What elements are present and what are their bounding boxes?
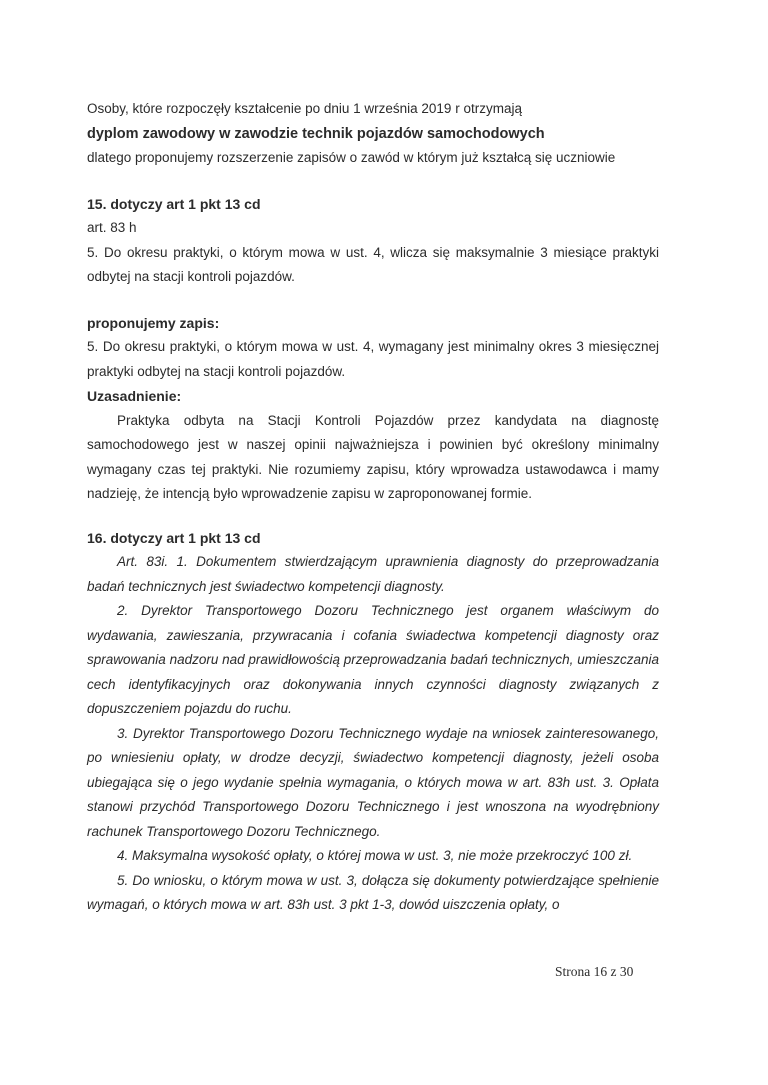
proposal-heading: proponujemy zapis: <box>87 314 220 331</box>
article-reference: art. 83 h <box>87 220 137 235</box>
intro-line: dlatego proponujemy rozszerzenie zapisów o zawód w którym już kształcą się uczniowie <box>87 150 616 165</box>
law-paragraph: 2. Dyrektor Transportowego Dozoru Technicznego jest organem właściwym do wydawania, zawieszania, przywracania i cofania świadectwa kompetencji diagnosty oraz sprawowania nadzoru nad prawidłowością przeprowadzania badań technicznych, umieszczania cech identyfikacyjnych oraz dokonywania innych czynności diagnosty związanych z dopuszczeniem pojazdu do ruchu. <box>87 603 659 716</box>
diploma-heading: dyplom zawodowy w zawodzie technik pojazdów samochodowych <box>87 125 545 142</box>
justification-heading: Uzasadnienie: <box>87 388 182 404</box>
proposal-text: 5. Do okresu praktyki, o którym mowa w ust. 4, wymagany jest minimalny okres 3 miesięcznej praktyki odbytej na stacji kontroli pojazdów. <box>87 339 659 379</box>
law-paragraph: 5. Do wniosku, o którym mowa w ust. 3, dołącza się dokumenty potwierdzające spełnienie wymagań, o których mowa w art. 83h ust. 3 pkt 1-3, dowód uiszczenia opłaty, o <box>87 872 659 912</box>
law-paragraph: 3. Dyrektor Transportowego Dozoru Technicznego wydaje na wniosek zainteresowanego, po wniesieniu opłaty, w drodze decyzji, świadectwo kompetencji diagnosty, jeżeli osoba ubiegająca się o jego wydanie spełnia wymagania, o których mowa w art. 83h ust. 3. Opłata stanowi przychód Transportowego Dozoru Technicznego i jest wnoszona na wyodrębniony rachunek Transportowego Dozoru Technicznego. <box>87 725 659 839</box>
page-number: Strona 16 z 30 <box>555 964 634 979</box>
law-paragraph: Art. 83i. 1. Dokumentem stwierdzającym uprawnienia diagnosty do przeprowadzania badań technicznych jest świadectwo kompetencji diagnosty. <box>87 554 659 594</box>
page-content <box>87 97 659 918</box>
intro-line: Osoby, które rozpoczęły kształcenie po dniu 1 września 2019 r otrzymają <box>87 101 522 116</box>
section-heading: 15. dotyczy art 1 pkt 13 cd <box>87 195 261 212</box>
paragraph: 5. Do okresu praktyki, o którym mowa w ust. 4, wlicza się maksymalnie 3 miesiące praktyki odbytej na stacji kontroli pojazdów. <box>87 244 659 284</box>
law-paragraph: 4. Maksymalna wysokość opłaty, o której mowa w ust. 3, nie może przekroczyć 100 zł. <box>117 848 633 863</box>
justification-text: Praktyka odbyta na Stacji Kontroli Pojazdów przez kandydata na diagnostę samochodowego jest w naszej opinii najważniejsza i powinien być określony minimalny wymagany czas tej praktyki. Nie rozumiemy zapisu, który wprowadza ustawodawca i mamy nadzieję, że intencją było wprowadzenie zapisu w zaproponowanej formie. <box>87 412 659 501</box>
section-heading: 16. dotyczy art 1 pkt 13 cd <box>87 529 261 546</box>
